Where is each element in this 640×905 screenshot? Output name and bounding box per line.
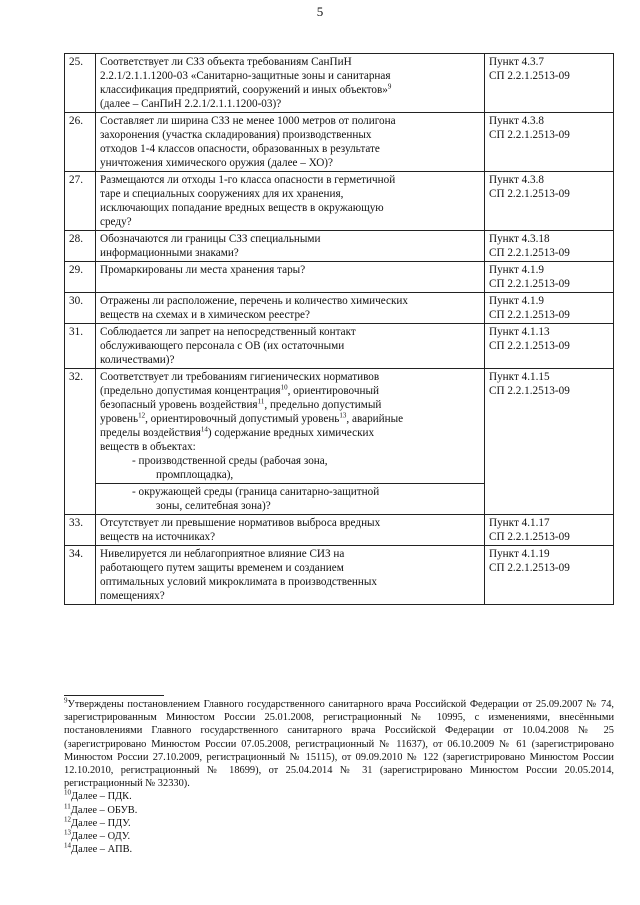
reference-document: СП 2.2.1.2513-09 xyxy=(489,385,570,397)
sub-item: - производственной среды (рабочая зона, xyxy=(132,455,328,467)
question-line: Соответствует ли требованиям гигиенических нормативов xyxy=(100,371,380,383)
reference-cell xyxy=(485,293,614,324)
reference-cell xyxy=(485,113,614,172)
reference-document: СП 2.2.1.2513-09 xyxy=(489,247,570,259)
question-cell xyxy=(96,546,485,605)
question-line: захоронения (участка складирования) производственных xyxy=(100,129,372,141)
question-cell xyxy=(96,484,485,515)
row-number: 26. xyxy=(65,113,96,172)
question-line: классификация предприятий, сооружений и иных объектов»$^9$ xyxy=(100,82,392,96)
reference-clause: Пункт 4.1.17 xyxy=(489,517,550,529)
question-line: (предельно допустимая концентрация$^{10}$, ориентировочный xyxy=(100,383,379,397)
table-row xyxy=(65,231,614,262)
table-row xyxy=(65,113,614,172)
question-line: Соблюдается ли запрет на непосредственный контакт xyxy=(100,326,356,338)
footnote-ref: 12 xyxy=(138,411,146,420)
footnotes xyxy=(64,698,614,856)
question-cell xyxy=(96,293,485,324)
footnote-mark: 13 xyxy=(64,828,71,837)
row-number: 28. xyxy=(65,231,96,262)
sub-item: - окружающей среды (граница санитарно-защитной xyxy=(132,486,380,498)
question-line: (далее – СанПиН 2.2.1/2.1.1.1200-03)? xyxy=(100,98,282,110)
footnote-ref: 14 xyxy=(200,425,208,434)
row-number: 27. xyxy=(65,172,96,231)
footnote xyxy=(64,698,614,790)
question-cell xyxy=(96,54,485,113)
reference-clause: Пункт 4.3.8 xyxy=(489,115,545,127)
footnote-ref: 11 xyxy=(257,397,265,406)
question-line: Размещаются ли отходы 1-го класса опасности в герметичной xyxy=(100,174,396,186)
footnote-text: Утверждены постановлением Главного государственного санитарного врача Российской Федерации от 25.09.2007 № 74, зарегистрированным Минюстом России 25.01.2008, регистрационный № 10995, с изменениями, внесёнными постановлениями Главного государственного санитарного врача Российской Федерации от 10.04.2008 № 25 (зарегистрировано Минюстом России 07.05.2008, регистрационный № 11637), от 06.10.2009 № 61 (зарегистрировано Минюстом России 27.10.2009, регистрационный № 15115), от 09.09.2010 № 122 (зарегистрировано Минюстом России 12.10.2010, регистрационный № 18699), от 25.04.2014 № 31 (зарегистрировано Минюстом России 20.05.2014, регистрационный № 32330). xyxy=(64,699,614,790)
question-line: среду? xyxy=(100,216,132,228)
question-line: Нивелируется ли неблагоприятное влияние СИЗ на xyxy=(100,548,345,560)
reference-cell xyxy=(485,262,614,293)
footnote-ref: 13 xyxy=(339,411,347,420)
footnote-mark: 11 xyxy=(64,802,71,811)
reference-clause: Пункт 4.3.18 xyxy=(489,233,550,245)
footnote-text: Далее – ПДУ. xyxy=(71,817,131,829)
reference-cell xyxy=(485,515,614,546)
footnote-ref: 10 xyxy=(280,383,288,392)
footnote-mark: 9 xyxy=(64,696,68,705)
table-row xyxy=(65,546,614,605)
footnote-text: Далее – ОДУ. xyxy=(71,831,131,843)
table-row xyxy=(65,172,614,231)
question-line: Промаркированы ли места хранения тары? xyxy=(100,264,306,276)
question-line: оптимальных условий микроклимата в производственных xyxy=(100,576,378,588)
reference-clause: Пункт 4.3.8 xyxy=(489,174,545,186)
reference-cell xyxy=(485,172,614,231)
footnote-mark: 12 xyxy=(64,815,71,824)
row-number: 32. xyxy=(65,369,96,515)
reference-clause: Пункт 4.1.15 xyxy=(489,371,550,383)
question-line: 2.2.1/2.1.1.1200-03 «Санитарно-защитные зоны и санитарная xyxy=(100,70,391,82)
footnote xyxy=(64,817,614,830)
question-line: веществ на источниках? xyxy=(100,531,216,543)
question-line: информационными знаками? xyxy=(100,247,239,259)
question-cell xyxy=(96,231,485,262)
question-line: пределы воздействия$^{14}$) содержание вредных химических xyxy=(100,425,375,439)
question-line: Составляет ли ширина СЗЗ не менее 1000 метров от полигона xyxy=(100,115,396,127)
question-line: Соответствует ли СЗЗ объекта требованиям СанПиН xyxy=(100,56,352,68)
reference-clause: Пункт 4.1.19 xyxy=(489,548,550,560)
footnote-mark: 14 xyxy=(64,841,71,850)
question-line: количествами)? xyxy=(100,354,175,366)
row-number: 34. xyxy=(65,546,96,605)
question-line: Отсутствует ли превышение нормативов выброса вредных xyxy=(100,517,381,529)
row-number: 25. xyxy=(65,54,96,113)
reference-cell xyxy=(485,369,614,515)
question-line: обслуживающего персонала с ОВ (их остаточными xyxy=(100,340,345,352)
reference-document: СП 2.2.1.2513-09 xyxy=(489,70,570,82)
row-number: 29. xyxy=(65,262,96,293)
question-line: помещениях? xyxy=(100,590,165,602)
footnote xyxy=(64,830,614,843)
table-row xyxy=(65,324,614,369)
reference-document: СП 2.2.1.2513-09 xyxy=(489,278,570,290)
question-line: таре и специальных сооружениях для их хранения, xyxy=(100,188,344,200)
question-cell xyxy=(96,324,485,369)
reference-clause: Пункт 4.3.7 xyxy=(489,56,545,68)
question-line: веществ на схемах и в химическом реестре? xyxy=(100,309,310,321)
table-row xyxy=(65,369,614,484)
question-line: исключающих попадание вредных веществ в окружающую xyxy=(100,202,384,214)
reference-cell xyxy=(485,54,614,113)
reference-cell xyxy=(485,324,614,369)
footnote xyxy=(64,843,614,856)
question-line: работающего путем защиты временем и созданием xyxy=(100,562,344,574)
reference-cell xyxy=(485,546,614,605)
question-cell xyxy=(96,172,485,231)
row-number: 33. xyxy=(65,515,96,546)
footnote xyxy=(64,790,614,803)
question-cell xyxy=(96,262,485,293)
footnote-separator xyxy=(64,695,164,696)
page-number: 5 xyxy=(316,4,324,19)
question-line: уровень$^{12}$, ориентировочный допустимый уровень$^{13}$, аварийные xyxy=(100,411,404,425)
question-line: уничтожения химического оружия (далее – ХО)? xyxy=(100,157,333,169)
reference-document: СП 2.2.1.2513-09 xyxy=(489,340,570,352)
footnote xyxy=(64,804,614,817)
table-row xyxy=(65,293,614,324)
reference-document: СП 2.2.1.2513-09 xyxy=(489,188,570,200)
footnote-text: Далее – ПДК. xyxy=(71,791,132,803)
reference-document: СП 2.2.1.2513-09 xyxy=(489,562,570,574)
row-number: 30. xyxy=(65,293,96,324)
table-row xyxy=(65,515,614,546)
row-number: 31. xyxy=(65,324,96,369)
question-line: Обозначаются ли границы СЗЗ специальными xyxy=(100,233,321,245)
question-line: веществ в объектах: xyxy=(100,441,196,453)
footnote-text: Далее – ОБУВ. xyxy=(70,804,138,816)
question-cell xyxy=(96,113,485,172)
footnote-text: Далее – АПВ. xyxy=(71,844,133,856)
question-line: отходов 1-4 классов опасности, образованных в результате xyxy=(100,143,380,155)
reference-clause: Пункт 4.1.9 xyxy=(489,295,545,307)
checklist-table xyxy=(64,53,614,605)
question-line: Отражены ли расположение, перечень и количество химических xyxy=(100,295,409,307)
sub-item-continuation: зоны, селитебная зона)? xyxy=(156,500,271,512)
footnote-mark: 10 xyxy=(64,788,71,797)
question-line: безопасный уровень воздействия$^{11}$, предельно допустимый xyxy=(100,397,382,411)
table-row xyxy=(65,54,614,113)
footnote-ref: 9 xyxy=(387,82,392,91)
reference-document: СП 2.2.1.2513-09 xyxy=(489,309,570,321)
reference-document: СП 2.2.1.2513-09 xyxy=(489,129,570,141)
sub-item-continuation: промплощадка), xyxy=(156,469,234,481)
reference-clause: Пункт 4.1.9 xyxy=(489,264,545,276)
question-cell xyxy=(96,515,485,546)
reference-cell xyxy=(485,231,614,262)
reference-clause: Пункт 4.1.13 xyxy=(489,326,550,338)
reference-document: СП 2.2.1.2513-09 xyxy=(489,531,570,543)
table-row xyxy=(65,262,614,293)
question-cell xyxy=(96,369,485,484)
